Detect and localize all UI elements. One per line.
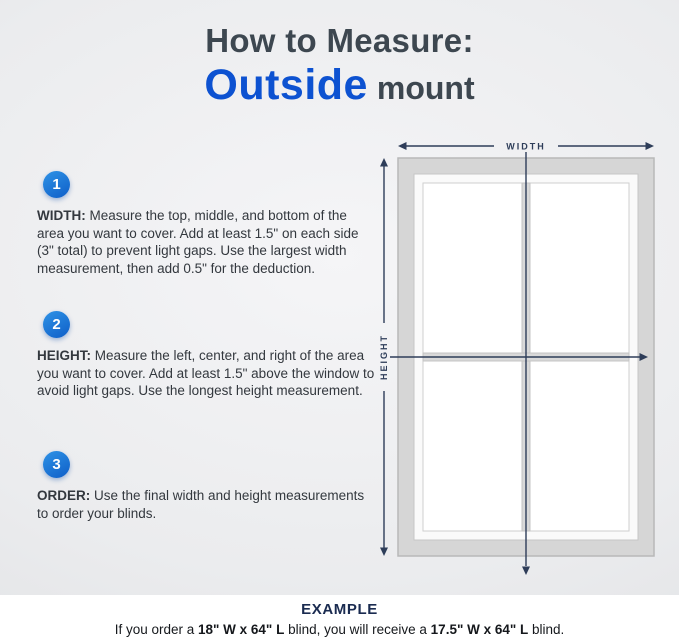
step-1-text <box>37 207 377 277</box>
step-1-label: WIDTH: <box>37 208 86 223</box>
step-height <box>37 311 377 400</box>
center-vertical-arrowhead-icon <box>522 567 530 576</box>
step-2-badge: 2 <box>43 311 70 338</box>
height-arrowhead-top-icon <box>380 158 388 167</box>
step-2-text <box>37 347 377 400</box>
example-size-ordered: 18" W x 64" L <box>198 622 285 637</box>
step-3-text <box>37 487 377 522</box>
step-3-badge: 3 <box>43 451 70 478</box>
example-part2: blind, you will receive a <box>284 622 431 637</box>
width-label: WIDTH <box>506 141 546 152</box>
step-2-body: Measure the left, center, and right of the area you want to cover. Add at least 1.5" above the window to avoid light gaps. Use the longest height measurement. <box>37 348 375 399</box>
page-title <box>0 22 679 110</box>
title-line2 <box>0 61 679 110</box>
width-arrowhead-left-icon <box>398 142 407 150</box>
example-footer <box>0 595 679 644</box>
width-arrowhead-right-icon <box>646 142 655 150</box>
title-line1: How to Measure: <box>205 22 474 59</box>
example-size-received: 17.5" W x 64" L <box>430 622 529 637</box>
height-label: HEIGHT <box>379 333 389 381</box>
window-measure-diagram <box>372 130 670 592</box>
height-arrowhead-bottom-icon <box>380 548 388 557</box>
step-1-body: Measure the top, middle, and bottom of the area you want to cover. Add at least 1.5" on each side (3" total) to prevent light gaps. Use the largest width measurement, then add 0.5" for the deduction. <box>37 208 359 276</box>
step-width <box>37 171 377 277</box>
example-part3: blind. <box>528 622 565 637</box>
title-suffix: mount <box>367 70 475 106</box>
example-part1: If you order a <box>114 622 198 637</box>
example-heading: EXAMPLE <box>301 601 378 618</box>
step-1-badge: 1 <box>43 171 70 198</box>
step-2-label: HEIGHT: <box>37 348 91 363</box>
title-highlight: Outside <box>204 61 368 109</box>
step-3-label: ORDER: <box>37 488 91 503</box>
example-text <box>0 622 679 637</box>
step-order <box>37 451 377 522</box>
step-3-body: Use the final width and height measurements to order your blinds. <box>37 488 365 521</box>
